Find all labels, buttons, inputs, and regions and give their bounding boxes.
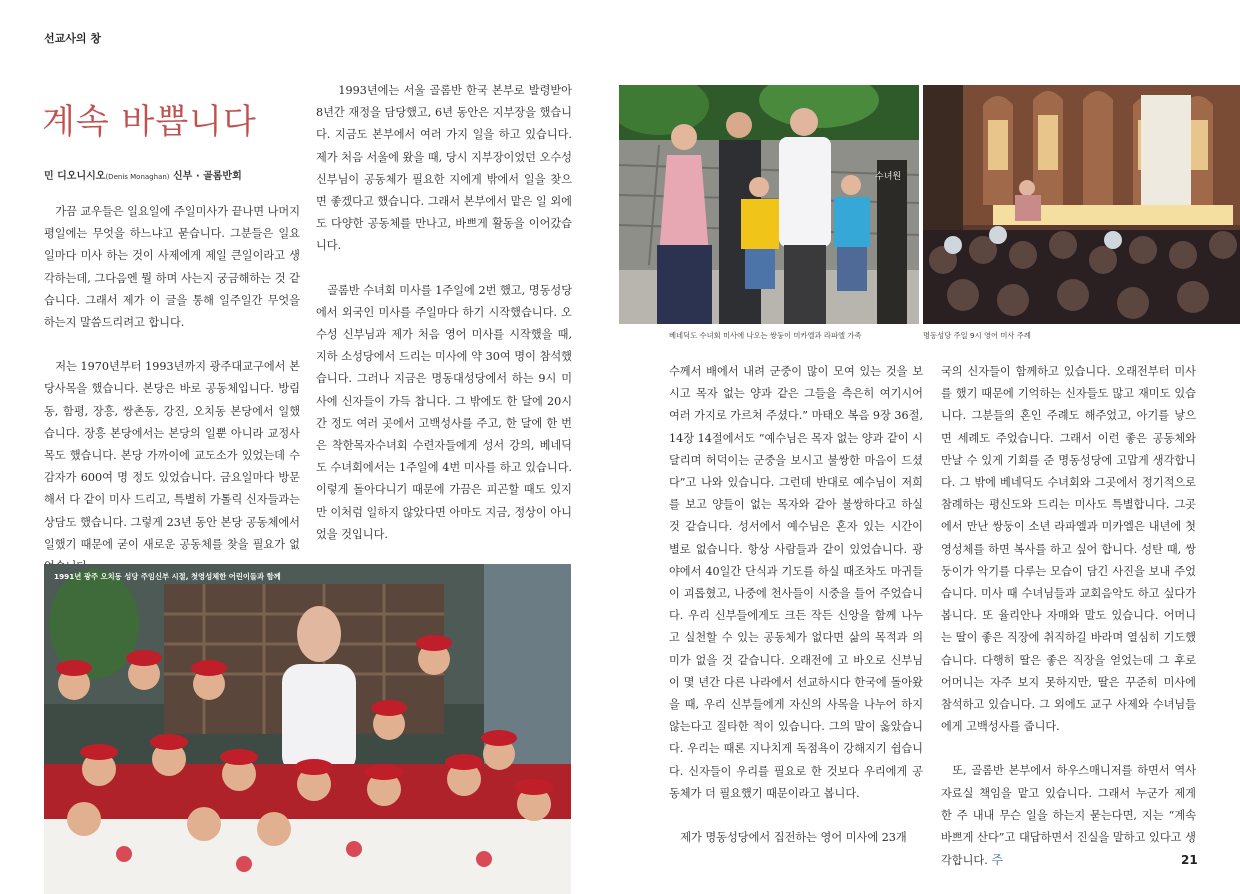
myeongdong-mass-photo <box>923 85 1240 324</box>
text-column-3 <box>669 361 923 871</box>
mass-photo-caption: 명동성당 주일 9시 영어 미사 주례 <box>923 331 1031 340</box>
bottom-photo-caption: 1991년 광주 오치동 성당 주임신부 시절, 첫영성체한 어린이들과 함께 <box>54 572 281 581</box>
closing-paragraph-text: 또, 골롬반 본부에서 하우스매니저를 하면서 역사자료실 책임을 맡고 있습니다. 그래서 누군가 제게 한 주 내내 무슨 일을 하는지 묻는다면, 지는 “계속 바쁘게 산다”고 대답하면서 진실을 말하고 있다고 생각합니다. <box>941 764 1196 868</box>
first-communion-illustration <box>44 564 571 894</box>
paragraph: 가끔 교우들은 일요일에 주일미사가 끝나면 나머지 평일에는 무엇을 하느냐고 묻습니다. 그분들은 일요일마다 미사 하는 것이 사제에게 제일 큰일이라고 생각하는데, 그다음엔 뭘 하며 사는지 궁금해하는 것 같습니다. 그래서 제가 이 글을 통해 일주일간 무엇을 하는지 말씀드리려고 합니다. <box>44 205 300 330</box>
text-column-2 <box>316 80 572 612</box>
article-title: 계속 바쁩니다 <box>42 102 257 142</box>
paragraph: 저는 1970년부터 1993년까지 광주대교구에서 본당사목을 했습니다. 본당은 바로 공동체입니다. 방림동, 함평, 장흥, 쌍촌동, 강진, 오치동 본당에서 일했습니다. 장흥 본당에서는 본당의 일뿐 아니라 교정사목도 했습니다. 본당 가까이에 교도소가 있었는데 수감자가 600여 명 정도 있었습니다. 금요일마다 방문해서 다 같이 미사 드리고, 특별히 가톨릭 신자들과는 상담도 했습니다. 그렇게 23년 동안 본당 공동체에서 일했기 때문에 굳이 새로운 공동체를 찾을 필요가 없 <box>44 360 300 551</box>
byline <box>44 167 242 182</box>
author-affiliation: 신부 · 골롬반회 <box>169 171 242 182</box>
twins-family-photo <box>619 85 919 324</box>
text-column-4 <box>941 361 1196 894</box>
myeongdong-mass-illustration <box>923 85 1240 324</box>
signpost-text: 수녀원 <box>875 172 902 182</box>
paragraph: 제가 명동성당에서 집전하는 영어 미사에 23개 <box>680 831 907 845</box>
author-name: 민 디오니시오 <box>44 171 106 182</box>
page-number: 21 <box>1181 853 1198 867</box>
paragraph: 국의 신자들이 함께하고 있습니다. 오래전부터 미사를 했기 때문에 기억하는 신자들도 많고 재미도 있습니다. 그분들의 혼인 주례도 해주었고, 아기를 낳으면 세례도 주었습니다. 그래서 이런 좋은 공동체와 만날 수 있게 기회를 준 명동성당에 고맙게 생각합니다. 그 밖에 베네딕도 수녀회와 그곳에서 정기적으로 참례하는 평신도와 드리는 미사도 특별합니다. 그곳에서 만난 쌍둥이 소년 라파엘과 미카엘은 내년에 첫영성체를 하면 복사를 하고 싶어 합니다. 성탄 때, 쌍둥이가 악기를 다루는 모습이 담긴 사진을 보내 주었습니다. 미사 때 수녀님들과 교회음악도 하고 싶다가 봅니다. 또 율리안나 자매와 말도 있습니다. 어머니는 딸이 좋은 직장에 취직하길 바라며 열심히 기도했습니다. 다행히 딸은 좋은 직장을 얻었는데 그 후로 어머니는 자주 보지 못하지만, 딸은 꾸준히 미사에 참석하고 있습니다. 그 외에도 교구 사제와 수녀님들에게 고백성사를 줍니다. <box>941 365 1196 734</box>
end-mark: 주 <box>991 853 1003 868</box>
first-communion-photo <box>44 564 571 894</box>
paragraph: 1993년에는 서울 골롬반 한국 본부로 발령받아 8년간 재정을 담당했고, 6년 동안은 지부장을 했습니다. 지금도 본부에서 여러 가지 일을 하고 있습니다. 제가 처음 서울에 왔을 때, 당시 지부장이었던 오수성 신부님이 공동체가 필요한 지에게 밖에서 일을 찾으면 좋겠다고 했습니다. 그래서 본부에서 맡은 일 외에도 다양한 공동체를 만나고, 바쁘게 활동을 이어갔습니다. <box>316 84 572 253</box>
twins-family-illustration <box>619 85 919 324</box>
paragraph: 골롬반 수녀회 미사를 1주일에 2번 했고, 명동성당에서 외국인 미사를 주일마다 하기 시작했습니다. 오수성 신부님과 제가 처음 영어 미사를 시작했을 때, 지하 소성당에서 드리는 미사에 약 30여 명이 참석했습니다. 그러나 지금은 명동대성당에서 하는 9시 미사에 신자들이 가득 찹니다. 그 밖에도 한 달에 20시간 정도 여러 곳에서 고백성사를 주고, 한 달에 한 번은 착한목자수녀회 수련자들에게 성서 강의, 베네딕도 수녀회에서는 1주일에 4번 미사를 하고 있습니다. 이렇게 돌아다니기 때문에 가끔은 피곤할 때도 있지만 이처럼 일하지 않았다면 아마도 지금, 정상이 아니었을 것입니다. <box>316 283 572 541</box>
paragraph: 수께서 배에서 내려 군중이 많이 모여 있는 것을 보시고 목자 없는 양과 같은 그들을 측은히 여기시어 여러 가지로 가르쳐 주셨다.” 마태오 복음 9장 36절, 14장 14절에서도 “예수님은 목자 없는 양과 같이 시달리며 허덕이는 군중을 보시고 불쌍한 마음이 드셨다”고 나와 있습니다. 그런데 반대로 예수님이 저희를 보고 양들이 없는 목자와 같아 불쌍하다고 하실 것 같습니다. 성서에서 예수님은 혼자 있는 시간이 별로 없습니다. 항상 사람들과 같이 있었습니다. 광야에서 40일간 단식과 기도를 하실 때조차도 마귀들이 괴롭혔고, 나중에 천사들이 시중을 들어 주었습니다. 우리 신부들에게도 크든 작든 신앙을 함께 나누고 실천할 수 있는 공동체가 없다면 삶의 목적과 의미가 없을 것 같습니다. 오래전에 고 바오로 신부님이 몇 년간 다른 나라에서 선교하시다 한국에 돌아왔을 때, 우리 신부들에게 자신의 사목을 나누어 하지 않는다고 질타한 적이 있습니다. 그의 말이 옳았습니다. 우리는 때론 지나치게 독점욕이 강해지기 쉽습니다. 신자들이 우리를 필요로 한 것보다 우리에게 공동체가 더 필요했기 때문이라고 봅니다. <box>669 365 923 800</box>
text-column-1 <box>44 201 300 600</box>
author-english-name: (Denis Monaghan) <box>105 173 170 181</box>
paragraph <box>941 760 1196 872</box>
section-label: 선교사의 창 <box>44 32 101 45</box>
twins-photo-caption: 베네딕도 수녀회 미사에 나오는 쌍둥이 미카엘과 라파엘 가족 <box>669 331 862 340</box>
